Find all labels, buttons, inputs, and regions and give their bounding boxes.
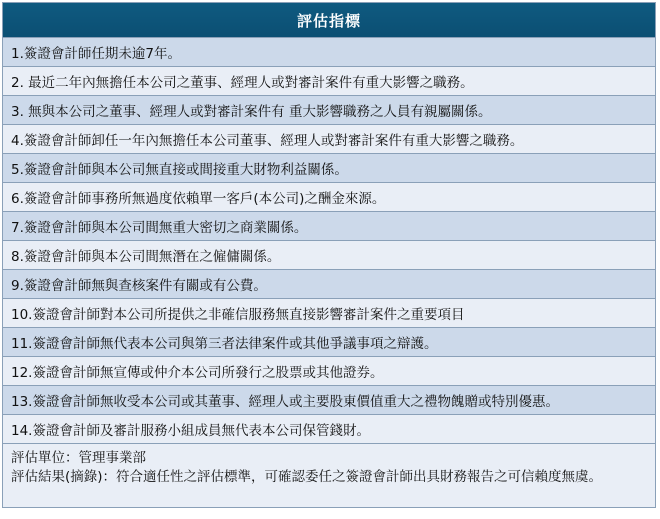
- table-row-4: 4.簽證會計師卸任一年內無擔任本公司董事、經理人或對審計案件有重大影響之職務。: [3, 125, 655, 154]
- evaluation-table: [2, 2, 656, 508]
- table-title: 評估指標: [3, 3, 655, 38]
- evaluation-result: 評估結果(摘錄)：符合適任性之評估標準，可確認委任之簽證會計師出具財務報告之可信賴度無虞。: [11, 469, 603, 485]
- table-row-3: 3. 無與本公司之董事、經理人或對審計案件有 重大影響職務之人員有親屬關係。: [3, 96, 655, 125]
- table-footer: [3, 444, 655, 507]
- table-row-13: 13.簽證會計師無收受本公司或其董事、經理人或主要股東價值重大之禮物餽贈或特別優惠。: [3, 386, 655, 415]
- table-row-12: 12.簽證會計師無宣傳或仲介本公司所發行之股票或其他證券。: [3, 357, 655, 386]
- table-row-10: 10.簽證會計師對本公司所提供之非確信服務無直接影響審計案件之重要項目: [3, 299, 655, 328]
- table-row-6: 6.簽證會計師事務所無過度依賴單一客戶(本公司)之酬金來源。: [3, 183, 655, 212]
- table-row-7: 7.簽證會計師與本公司間無重大密切之商業關係。: [3, 212, 655, 241]
- table-row-11: 11.簽證會計師無代表本公司與第三者法律案件或其他爭議事項之辯護。: [3, 328, 655, 357]
- table-row-9: 9.簽證會計師無與查核案件有關或有公費。: [3, 270, 655, 299]
- table-row-8: 8.簽證會計師與本公司間無潛在之僱傭關係。: [3, 241, 655, 270]
- evaluation-unit: 評估單位：管理事業部: [11, 450, 146, 466]
- table-row-2: 2. 最近二年內無擔任本公司之董事、經理人或對審計案件有重大影響之職務。: [3, 67, 655, 96]
- table-row-1: 1.簽證會計師任期未逾7年。: [3, 38, 655, 67]
- table-row-5: 5.簽證會計師與本公司無直接或間接重大財物利益關係。: [3, 154, 655, 183]
- table-row-14: 14.簽證會計師及審計服務小組成員無代表本公司保管錢財。: [3, 415, 655, 444]
